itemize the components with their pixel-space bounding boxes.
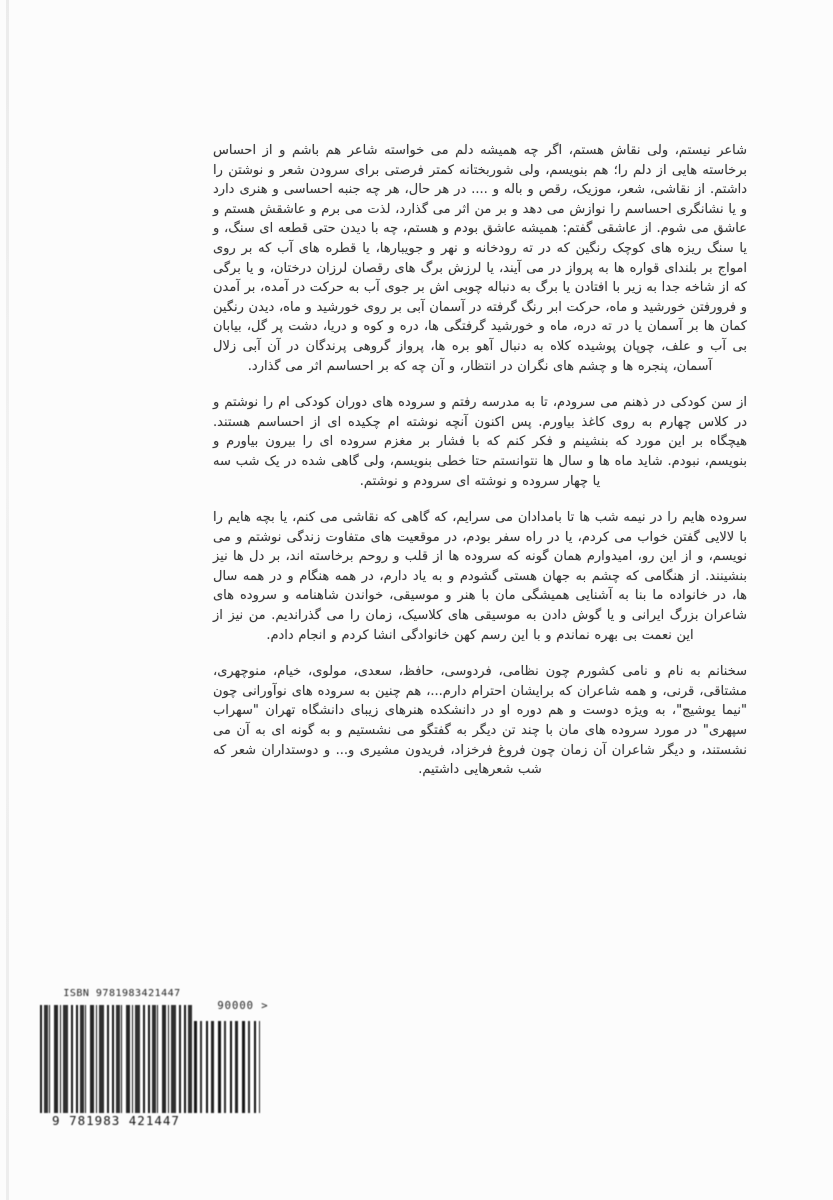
ean5-addon-barcode-icon	[194, 1021, 260, 1113]
barcode-price-code: 90000 >	[217, 1000, 269, 1012]
barcode-digits: 9 781983 421447	[52, 1113, 180, 1128]
cover-paragraph-4: سخنانم به نام و نامی کشورم چون نظامی، فردوسی، حافظ، سعدی، مولوی، خیام، منوچهری، مشتاقی، قرنی، و همه شاعران که برایشان احترام دارم...، هم چنین به سروده های نوآورانی چون "نیما یوشیج"، به ویژه دوست و هم دوره او در دانشکده هنرهای زیبای دانشگاه تهران "سهراب سپهری" در مورد سروده های مان با چند تن دیگر به گفتگو می نشستیم و به گونه ای به آن می نشستند، و دیگر شاعران آن زمان چون فروغ فرخزاد، فریدون مشیری و... و دوستداران شعر که شب شعرهایی داشتیم.	[213, 664, 747, 778]
page-edge-shadow	[6, 0, 9, 1200]
cover-paragraph-3: سروده هایم را در نیمه شب ها تا بامدادان می سرایم، که گاهی که نقاشی می کنم، یا بچه هایم را با لالایی گفتن خواب می کردم، یا در راه سفر بودم، در موقعیت های متفاوت زندگی نوشتم و می نویسم، و از این رو، امیدوارم همان گونه که سروده ها از قلب و روحم برخاسته اند، بر دل ها نیز بنشینند. از هنگامی که چشم به جهان هستی گشودم و به یاد دارم، در همه هنگام و در همه سال ها، در خانواده ما بنا به آشنایی همیشگی مان با هنر و موسیقی، خواندن شاهنامه و سروده های شاعران بزرگ ایرانی و یا گوش دادن به موسیقی های کلاسیک، زمان را می گذراندیم. من نیز از این نعمت بی بهره نماندم و با این رسم کهن خانوادگی انشا کردم و انجام دادم.	[213, 510, 747, 643]
barcode-block	[28, 988, 308, 1138]
back-cover-text	[213, 141, 747, 797]
cover-paragraph-2: از سن کودکی در ذهنم می سرودم، تا به مدرسه رفتم و سروده های دوران کودکی ام را نوشتم و در کلاس چهارم به روی کاغذ بیاورم. پس اکنون آنچه نوشته ام چکیده ای از احساسم هستند. هیچگاه بر این مورد که بنشینم و فکر کنم که با فشار بر مغزم سروده ای را بیرون بیاورم و بنویسم، نبودم. شاید ماه ها و سال ها نتوانستم حتا خطی بنویسم، ولی گاهی شده در یک شب سه یا چهار سروده و نوشته ای سرودم و نوشتم.	[213, 395, 747, 489]
ean13-barcode-icon	[40, 1005, 192, 1113]
isbn-label: ISBN 9781983421447	[63, 988, 181, 999]
cover-paragraph-1: شاعر نیستم، ولی نقاش هستم، اگر چه همیشه دلم می خواسته شاعر هم باشم و از احساس برخاسته هایی از دلم را؛ هم بنویسم، ولی شوربختانه کمتر فرصتی برای سرودن شعر و نوشتن را داشتم. از نقاشی، شعر، موزیک، رقص و باله و .... در هر حال، هر چه جنبه احساسی و هنری دارد و یا نشانگری احساسم را نوازش می دهد و بر من اثر می گذارد، لذت می برم و عاشقش هستم و عاشق می شوم. از عاشقی گفتم: همیشه عاشق بودم و هستم، چه با دیدن حتی قطعه ای سنگ، و یا سنگ ریزه های کوچک رنگین که در ته رودخانه و نهر و جویبارها، یا قطره های آب که بر روی امواج بر بلندای قواره ها به پرواز در می آیند، یا لرزش برگ های رقصان لرزان درختان، و یا برگی که از شاخه جدا به زیر با افتادن یا برگ به دنباله چوبی اش بر جوی آب به حرکت در آمده، بر آمدن و فرورفتن خورشید و ماه، حرکت ابر رنگ گرفته در آسمان آبی بر روی خورشید و ماه، دیدن رنگین کمان ها بر آسمان یا در ته دره، ماه و خورشید گرفتگی ها، دره و کوه و دریا، دشت پر گل، بیابان بی آب و علف، چوپان پوشیده کلاه به دنبال آهو بره ها، پرواز گروهی پرندگان در آن آبی زلال آسمان، پنجره ها و چشم های نگران در انتظار، و آن چه که بر احساسم اثر می گذارد.	[213, 143, 747, 374]
